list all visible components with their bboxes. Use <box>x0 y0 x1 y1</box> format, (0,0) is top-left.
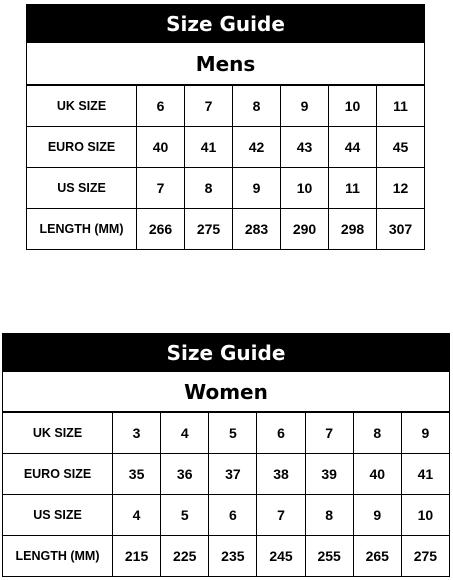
table-cell: 11 <box>377 86 425 127</box>
table-row <box>27 209 425 250</box>
table-cell: 45 <box>377 127 425 168</box>
table-cell: 8 <box>353 413 401 454</box>
row-label: LENGTH (MM) <box>3 536 113 577</box>
table-cell: 9 <box>233 168 281 209</box>
table-cell: 7 <box>257 495 305 536</box>
table-cell: 7 <box>305 413 353 454</box>
women-title: Size Guide <box>2 333 450 372</box>
table-cell: 265 <box>353 536 401 577</box>
table-cell: 8 <box>233 86 281 127</box>
table-cell: 40 <box>353 454 401 495</box>
table-cell: 10 <box>329 86 377 127</box>
table-cell: 7 <box>185 86 233 127</box>
women-size-guide <box>2 333 450 577</box>
table-cell: 8 <box>185 168 233 209</box>
table-cell: 298 <box>329 209 377 250</box>
table-cell: 307 <box>377 209 425 250</box>
table-cell: 43 <box>281 127 329 168</box>
table-row <box>27 86 425 127</box>
table-cell: 38 <box>257 454 305 495</box>
table-cell: 4 <box>161 413 209 454</box>
table-cell: 40 <box>137 127 185 168</box>
mens-subtitle: Mens <box>26 43 425 85</box>
table-cell: 35 <box>113 454 161 495</box>
table-row <box>27 127 425 168</box>
row-label: EURO SIZE <box>27 127 137 168</box>
table-cell: 255 <box>305 536 353 577</box>
table-cell: 6 <box>257 413 305 454</box>
mens-size-table <box>26 85 425 250</box>
table-cell: 7 <box>137 168 185 209</box>
row-label: US SIZE <box>27 168 137 209</box>
table-cell: 235 <box>209 536 257 577</box>
table-cell: 4 <box>113 495 161 536</box>
table-cell: 9 <box>281 86 329 127</box>
table-cell: 266 <box>137 209 185 250</box>
table-row <box>3 413 450 454</box>
table-cell: 245 <box>257 536 305 577</box>
table-row <box>27 168 425 209</box>
table-row <box>3 495 450 536</box>
mens-title: Size Guide <box>26 4 425 43</box>
table-cell: 11 <box>329 168 377 209</box>
table-cell: 5 <box>161 495 209 536</box>
table-cell: 275 <box>185 209 233 250</box>
table-cell: 275 <box>401 536 449 577</box>
row-label: LENGTH (MM) <box>27 209 137 250</box>
row-label: UK SIZE <box>3 413 113 454</box>
women-subtitle: Women <box>2 372 450 412</box>
table-cell: 6 <box>209 495 257 536</box>
table-row <box>3 536 450 577</box>
table-cell: 42 <box>233 127 281 168</box>
table-row <box>3 454 450 495</box>
table-cell: 215 <box>113 536 161 577</box>
table-cell: 10 <box>401 495 449 536</box>
table-cell: 41 <box>401 454 449 495</box>
women-size-table <box>2 412 450 577</box>
table-cell: 12 <box>377 168 425 209</box>
table-cell: 290 <box>281 209 329 250</box>
table-cell: 5 <box>209 413 257 454</box>
table-cell: 44 <box>329 127 377 168</box>
table-cell: 9 <box>353 495 401 536</box>
row-label: US SIZE <box>3 495 113 536</box>
table-cell: 6 <box>137 86 185 127</box>
table-cell: 9 <box>401 413 449 454</box>
table-cell: 37 <box>209 454 257 495</box>
table-cell: 225 <box>161 536 209 577</box>
table-cell: 8 <box>305 495 353 536</box>
table-cell: 41 <box>185 127 233 168</box>
mens-size-guide <box>26 4 425 250</box>
table-cell: 3 <box>113 413 161 454</box>
table-cell: 39 <box>305 454 353 495</box>
table-cell: 36 <box>161 454 209 495</box>
table-cell: 283 <box>233 209 281 250</box>
table-cell: 10 <box>281 168 329 209</box>
row-label: EURO SIZE <box>3 454 113 495</box>
row-label: UK SIZE <box>27 86 137 127</box>
